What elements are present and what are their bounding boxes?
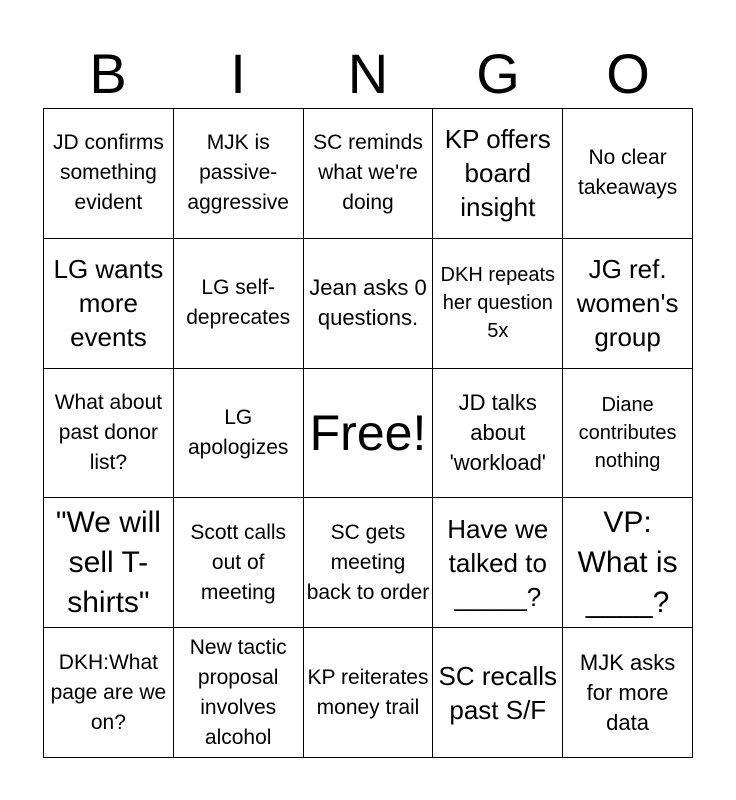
cell-text: DKH repeats her question 5x [440,264,556,343]
cell-text: Have we talked to _____? [447,513,549,612]
cell-text: Scott calls out of meeting [190,520,287,604]
bingo-cell[interactable] [174,239,304,369]
bingo-cell[interactable] [563,239,693,369]
header-letter-i: I [230,42,246,105]
bingo-cell[interactable] [433,369,563,499]
bingo-cell[interactable] [44,239,174,369]
cell-text: LG apologizes [187,405,289,459]
bingo-cell[interactable] [433,239,563,369]
header-letter-g: G [476,42,520,105]
header-letter-n: N [347,42,389,105]
bingo-cell[interactable] [44,628,174,758]
cell-text: LG wants more events [53,254,164,353]
cell-text: VP: What is ____? [577,505,678,619]
bingo-cell[interactable] [563,369,693,499]
cell-text: What about past donor list? [54,390,163,474]
header-letter-b: B [89,42,127,105]
bingo-cell[interactable] [563,498,693,628]
cell-text: KP reiterates money trail [307,665,429,719]
free-cell[interactable] [304,369,434,499]
bingo-cell[interactable] [563,109,693,239]
bingo-cell[interactable] [304,109,434,239]
bingo-cell[interactable] [44,109,174,239]
bingo-cell[interactable] [174,628,304,758]
bingo-cell[interactable] [304,498,434,628]
cell-text: KP offers board insight [444,124,551,223]
bingo-header [43,40,693,108]
cell-text: JD talks about 'workload' [449,389,547,475]
bingo-cell[interactable] [174,498,304,628]
cell-text: SC gets meeting back to order [306,520,430,604]
cell-text: JG ref. women's group [576,254,679,353]
cell-text: SC reminds what we're doing [313,131,423,215]
cell-text: Jean asks 0 questions. [309,275,427,331]
cell-text: No clear takeaways [577,146,678,200]
cell-text: MJK is passive-aggressive [187,131,289,215]
cell-text: LG self-deprecates [186,276,291,330]
bingo-cell[interactable] [563,628,693,758]
bingo-cell[interactable] [174,109,304,239]
bingo-cell[interactable] [174,369,304,499]
bingo-cell[interactable] [304,628,434,758]
cell-text: DKH:What page are we on? [50,650,167,734]
bingo-cell[interactable] [433,498,563,628]
header-letter-o: O [606,42,650,105]
free-cell-text: Free! [309,404,427,461]
bingo-board [43,108,693,758]
bingo-cell[interactable] [304,239,434,369]
cell-text: JD confirms something evident [52,131,164,215]
bingo-cell[interactable] [433,628,563,758]
cell-text: SC recalls past S/F [438,660,558,725]
cell-text: "We will sell T-shirts" [55,505,161,619]
cell-text: MJK asks for more data [579,649,676,735]
bingo-cell[interactable] [433,109,563,239]
bingo-cell[interactable] [44,369,174,499]
cell-text: Diane contributes nothing [578,393,677,472]
cell-text: New tactic proposal involves alcohol [189,635,287,749]
bingo-cell[interactable] [44,498,174,628]
